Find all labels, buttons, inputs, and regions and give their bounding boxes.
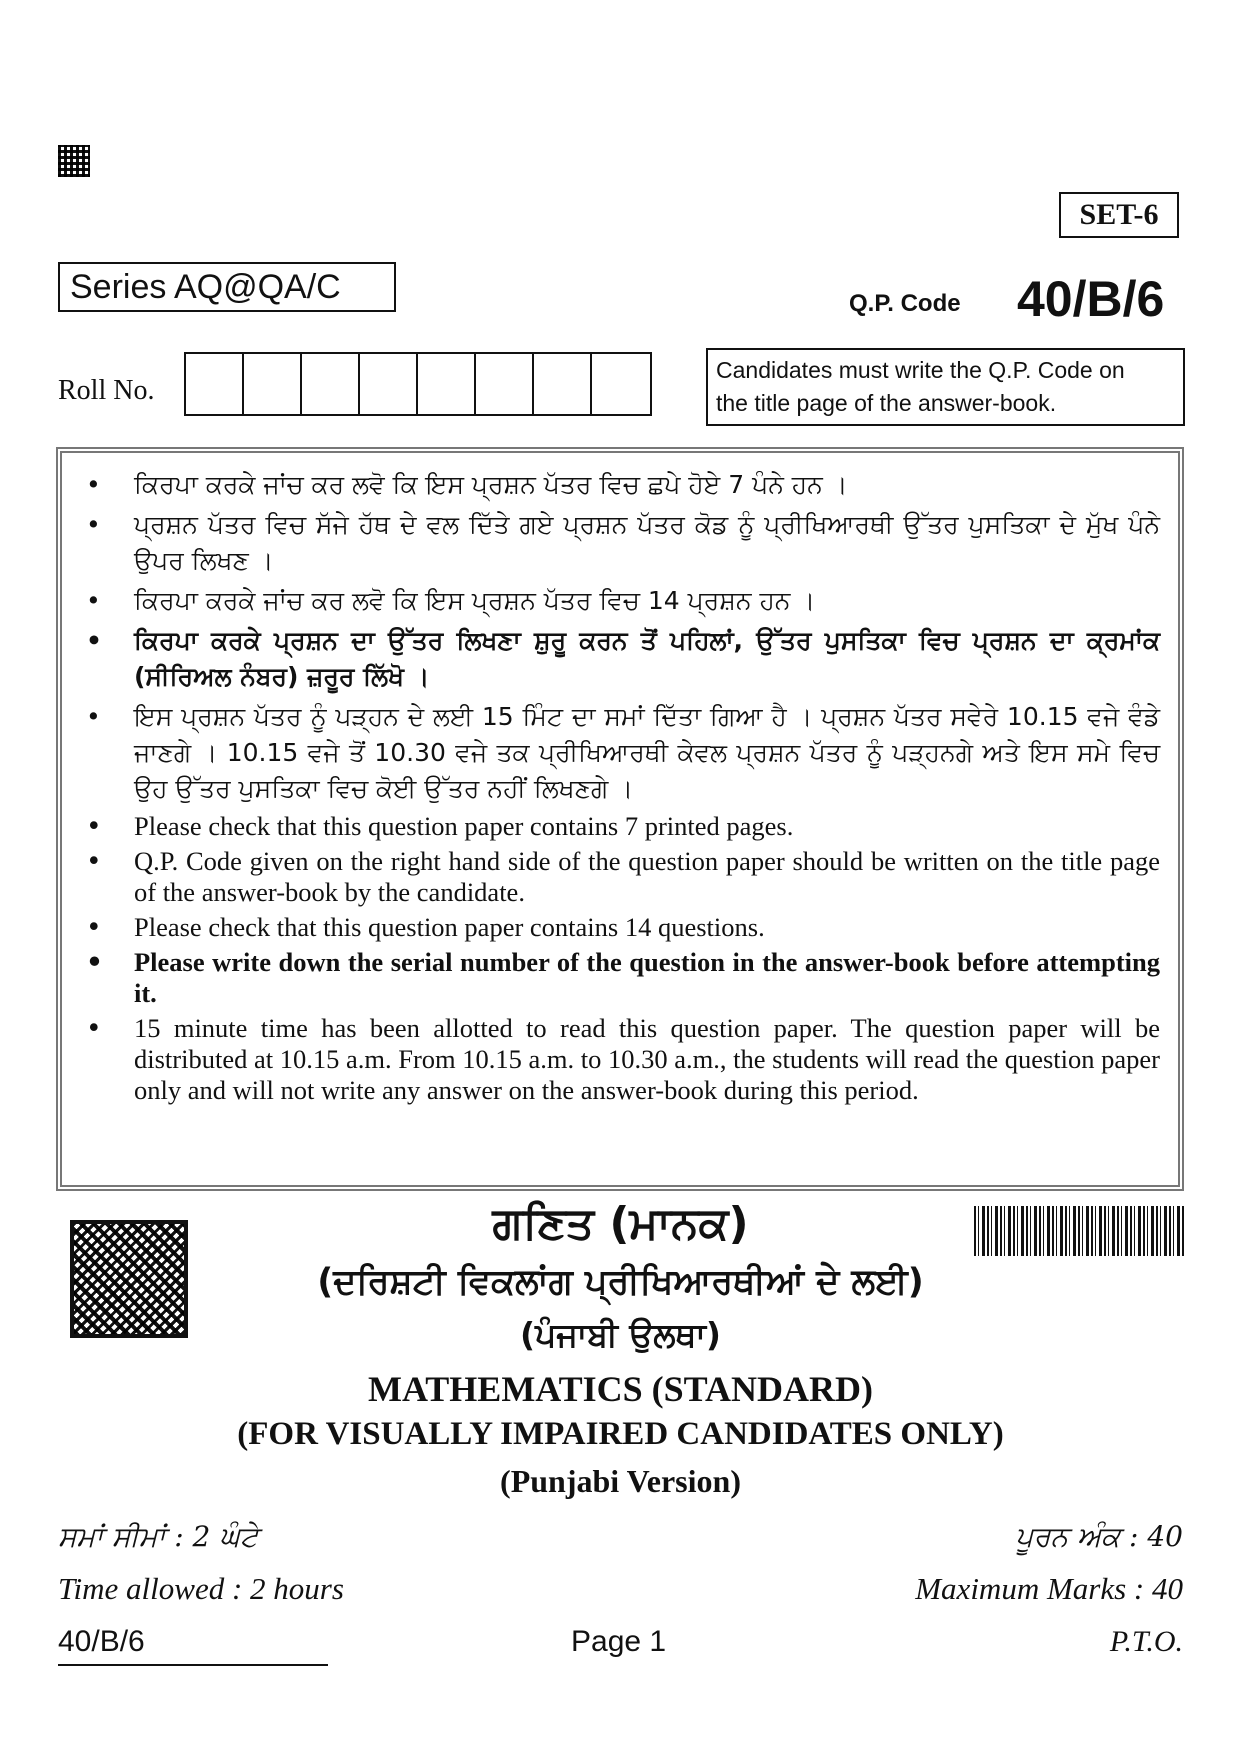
instruction-en-5: • 15 minute time has been allotted to read this question paper. The question paper will be distributed at 10.15 a.m. From 10.15 a.m. to 10.30 a.m., the students will read the question paper only and will not write any answer on the answer-book during this period. xyxy=(82,1013,1160,1106)
max-marks-english: Maximum Marks : 40 xyxy=(915,1571,1183,1606)
pto-label: P.T.O. xyxy=(1109,1625,1183,1658)
roll-cell[interactable] xyxy=(186,354,244,414)
instruction-en-3: • Please check that this question paper contains 14 questions. xyxy=(82,912,1160,943)
qp-code-label: Q.P. Code xyxy=(849,290,961,317)
roll-cell[interactable] xyxy=(418,354,476,414)
roll-cell[interactable] xyxy=(592,354,650,414)
roll-cell[interactable] xyxy=(302,354,360,414)
instruction-pa-1: • ਕਿਰਪਾ ਕਰਕੇ ਜਾਂਚ ਕਰ ਲਵੋ ਕਿ ਇਸ ਪ੍ਰਸ਼ਨ ਪੱਤਰ ਵਿਚ ਛਪੇ ਹੋਏ 7 ਪੰਨੇ ਹਨ । xyxy=(82,467,1160,503)
subject-title-english: MATHEMATICS (STANDARD) xyxy=(367,1369,873,1409)
roll-no-boxes xyxy=(184,352,652,416)
candidate-note-line-1: Candidates must write the Q.P. Code on xyxy=(716,357,1125,383)
subtitle-punjabi-1: (ਦਰਿਸ਼ਟੀ ਵਿਕਲਾਂਗ ਪ੍ਰੀਖਿਆਰਥੀਆਂ ਦੇ ਲਈ) xyxy=(317,1262,924,1302)
instruction-pa-5: • ਇਸ ਪ੍ਰਸ਼ਨ ਪੱਤਰ ਨੂੰ ਪੜ੍ਹਨ ਦੇ ਲਈ 15 ਮਿੰਟ ਦਾ ਸਮਾਂ ਦਿੱਤਾ ਗਿਆ ਹੈ । ਪ੍ਰਸ਼ਨ ਪੱਤਰ ਸਵੇਰੇ 10.15 ਵਜੇ ਵੰਡੇ ਜਾਣਗੇ । 10.15 ਵਜੇ ਤੋਂ 10.30 ਵਜੇ ਤਕ ਪ੍ਰੀਖਿਆਰਥੀ ਕੇਵਲ ਪ੍ਰਸ਼ਨ ਪੱਤਰ ਨੂੰ ਪੜ੍ਹਨਗੇ ਅਤੇ ਇਸ ਸਮੇ ਵਿਚ ਉਹ ਉੱਤਰ ਪੁਸਤਿਕਾ ਵਿਚ ਕੋਈ ਉੱਤਰ ਨਹੀਂ ਲਿਖਣਗੇ । xyxy=(82,699,1160,807)
max-marks-punjabi: ਪੂਰਨ ਅੰਕ : 40 xyxy=(1015,1520,1183,1553)
instruction-pa-2: • ਪ੍ਰਸ਼ਨ ਪੱਤਰ ਵਿਚ ਸੱਜੇ ਹੱਥ ਦੇ ਵਲ ਦਿੱਤੇ ਗਏ ਪ੍ਰਸ਼ਨ ਪੱਤਰ ਕੋਡ ਨੂੰ ਪ੍ਰੀਖਿਆਰਥੀ ਉੱਤਰ ਪੁਸਤਿਕਾ ਦੇ ਮੁੱਖ ਪੰਨੇ ਉਪਰ ਲਿਖਣ । xyxy=(82,507,1160,579)
instructions-box xyxy=(56,447,1184,1191)
time-allowed-english: Time allowed : 2 hours xyxy=(58,1571,344,1606)
instruction-en-1: • Please check that this question paper contains 7 printed pages. xyxy=(82,811,1160,842)
series-label: Series AQ@QA/C xyxy=(58,262,396,312)
footer-rule xyxy=(58,1664,328,1666)
qp-code: 40/B/6 xyxy=(1017,271,1165,327)
roll-cell[interactable] xyxy=(534,354,592,414)
roll-cell[interactable] xyxy=(244,354,302,414)
roll-cell[interactable] xyxy=(360,354,418,414)
roll-cell[interactable] xyxy=(476,354,534,414)
footer-code: 40/B/6 xyxy=(58,1625,145,1658)
roll-no-label: Roll No. xyxy=(58,375,155,406)
instruction-pa-3: • ਕਿਰਪਾ ਕਰਕੇ ਜਾਂਚ ਕਰ ਲਵੋ ਕਿ ਇਸ ਪ੍ਰਸ਼ਨ ਪੱਤਰ ਵਿਚ 14 ਪ੍ਰਸ਼ਨ ਹਨ । xyxy=(82,583,1160,619)
instructions-list xyxy=(82,467,1160,1106)
subtitle-english-2: (Punjabi Version) xyxy=(500,1463,741,1499)
instruction-pa-4: • ਕਿਰਪਾ ਕਰਕੇ ਪ੍ਰਸ਼ਨ ਦਾ ਉੱਤਰ ਲਿਖਣਾ ਸ਼ੁਰੂ ਕਰਨ ਤੋਂ ਪਹਿਲਾਂ, ਉੱਤਰ ਪੁਸਤਿਕਾ ਵਿਚ ਪ੍ਰਸ਼ਨ ਦਾ ਕ੍ਰਮਾਂਕ (ਸੀਰਿਅਲ ਨੰਬਰ) ਜ਼ਰੂਰ ਲਿੱਖੋ । xyxy=(82,623,1160,695)
subtitle-english-1: (FOR VISUALLY IMPAIRED CANDIDATES ONLY) xyxy=(237,1416,1004,1452)
set-label: SET-6 xyxy=(1059,192,1179,238)
small-qr-code xyxy=(58,145,90,177)
candidate-note-line-2: the title page of the answer-book. xyxy=(716,390,1057,416)
page-number: Page 1 xyxy=(571,1625,667,1658)
subject-title-punjabi: ਗਣਿਤ (ਮਾਨਕ) xyxy=(492,1198,749,1249)
candidate-note-box xyxy=(706,348,1185,426)
instruction-en-4: • Please write down the serial number of the question in the answer-book before attempting it. xyxy=(82,947,1160,1009)
instruction-en-2: • Q.P. Code given on the right hand side of the question paper should be written on the title page of the answer-book by the candidate. xyxy=(82,846,1160,908)
subtitle-punjabi-2: (ਪੰਜਾਬੀ ਉਲਥਾ) xyxy=(520,1315,721,1354)
time-allowed-punjabi: ਸਮਾਂ ਸੀਮਾਂ : 2 ਘੰਟੇ xyxy=(58,1520,259,1553)
